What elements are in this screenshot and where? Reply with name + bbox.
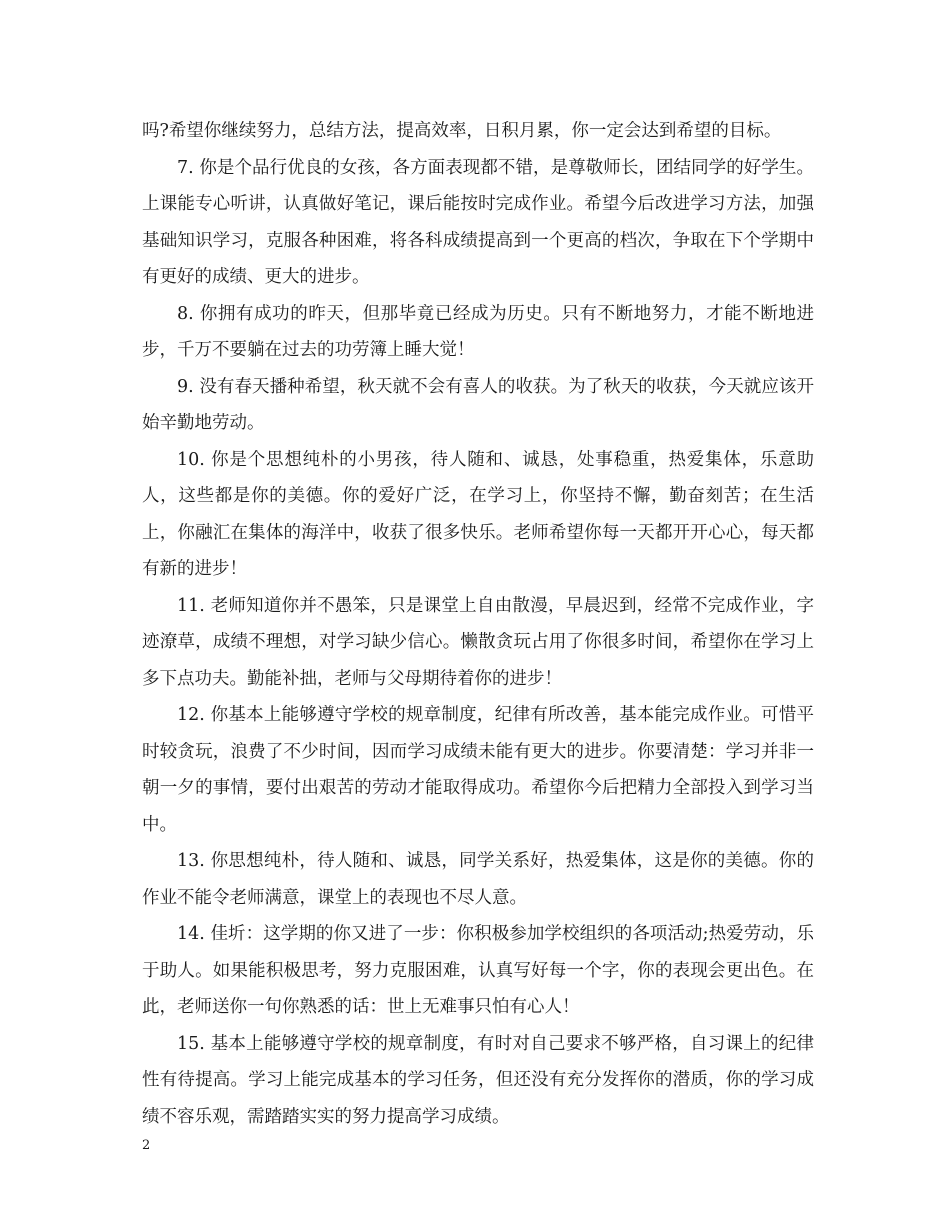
paragraph-7: 7. 你是个品行优良的女孩，各方面表现都不错，是尊敬师长，团结同学的好学生。上课能专心听讲，认真做好笔记，课后能按时完成作业。希望今后改进学习方法，加强基础知识学习，克服各种困难，将各科成绩提高到一个更高的档次，争取在下个学期中有更好的成绩、更大的进步。 <box>142 157 814 287</box>
paragraph-11: 11. 老师知道你并不愚笨，只是课堂上自由散漫，早晨迟到，经常不完成作业，字迹潦草，成绩不理想，对学习缺少信心。懒散贪玩占用了你很多时间，希望你在学习上多下点功夫。勤能补拙，老师与父母期待着你的进步！ <box>142 595 814 689</box>
page-number: 2 <box>142 1138 151 1153</box>
paragraph-continuation: 吗?希望你继续努力，总结方法，提高效率，日积月累，你一定会达到希望的目标。 <box>142 121 782 141</box>
paragraph-15: 15. 基本上能够遵守学校的规章制度，有时对自己要求不够严格，自习课上的纪律性有待提高。学习上能完成基本的学习任务，但还没有充分发挥你的潜质，你的学习成绩不容乐观，需踏踏实实的努力提高学习成绩。 <box>142 1033 814 1127</box>
paragraph-9: 9. 没有春天播种希望，秋天就不会有喜人的收获。为了秋天的收获，今天就应该开始辛勤地劳动。 <box>142 376 814 433</box>
document-body <box>142 113 814 1135</box>
paragraph-13: 13. 你思想纯朴，待人随和、诚恳，同学关系好，热爱集体，这是你的美德。你的作业不能令老师满意，课堂上的表现也不尽人意。 <box>142 851 814 908</box>
paragraph-8: 8. 你拥有成功的昨天，但那毕竟已经成为历史。只有不断地努力，才能不断地进步，千万不要躺在过去的功劳簿上睡大觉！ <box>142 303 814 360</box>
paragraph-12: 12. 你基本上能够遵守学校的规章制度，纪律有所改善，基本能完成作业。可惜平时较贪玩，浪费了不少时间，因而学习成绩未能有更大的进步。你要清楚：学习并非一朝一夕的事情，要付出艰苦的劳动才能取得成功。希望你今后把精力全部投入到学习当中。 <box>142 705 814 835</box>
paragraph-14: 14. 佳圻：这学期的你又进了一步：你积极参加学校组织的各项活动;热爱劳动，乐于助人。如果能积极思考，努力克服困难，认真写好每一个字，你的表现会更出色。在此，老师送你一句你熟悉的话：世上无难事只怕有心人！ <box>142 924 814 1017</box>
paragraph-10: 10. 你是个思想纯朴的小男孩，待人随和、诚恳，处事稳重，热爱集体，乐意助人，这些都是你的美德。你的爱好广泛，在学习上，你坚持不懈，勤奋刻苦；在生活上，你融汇在集体的海洋中，收获了很多快乐。老师希望你每一天都开开心心，每天都有新的进步！ <box>142 449 814 579</box>
